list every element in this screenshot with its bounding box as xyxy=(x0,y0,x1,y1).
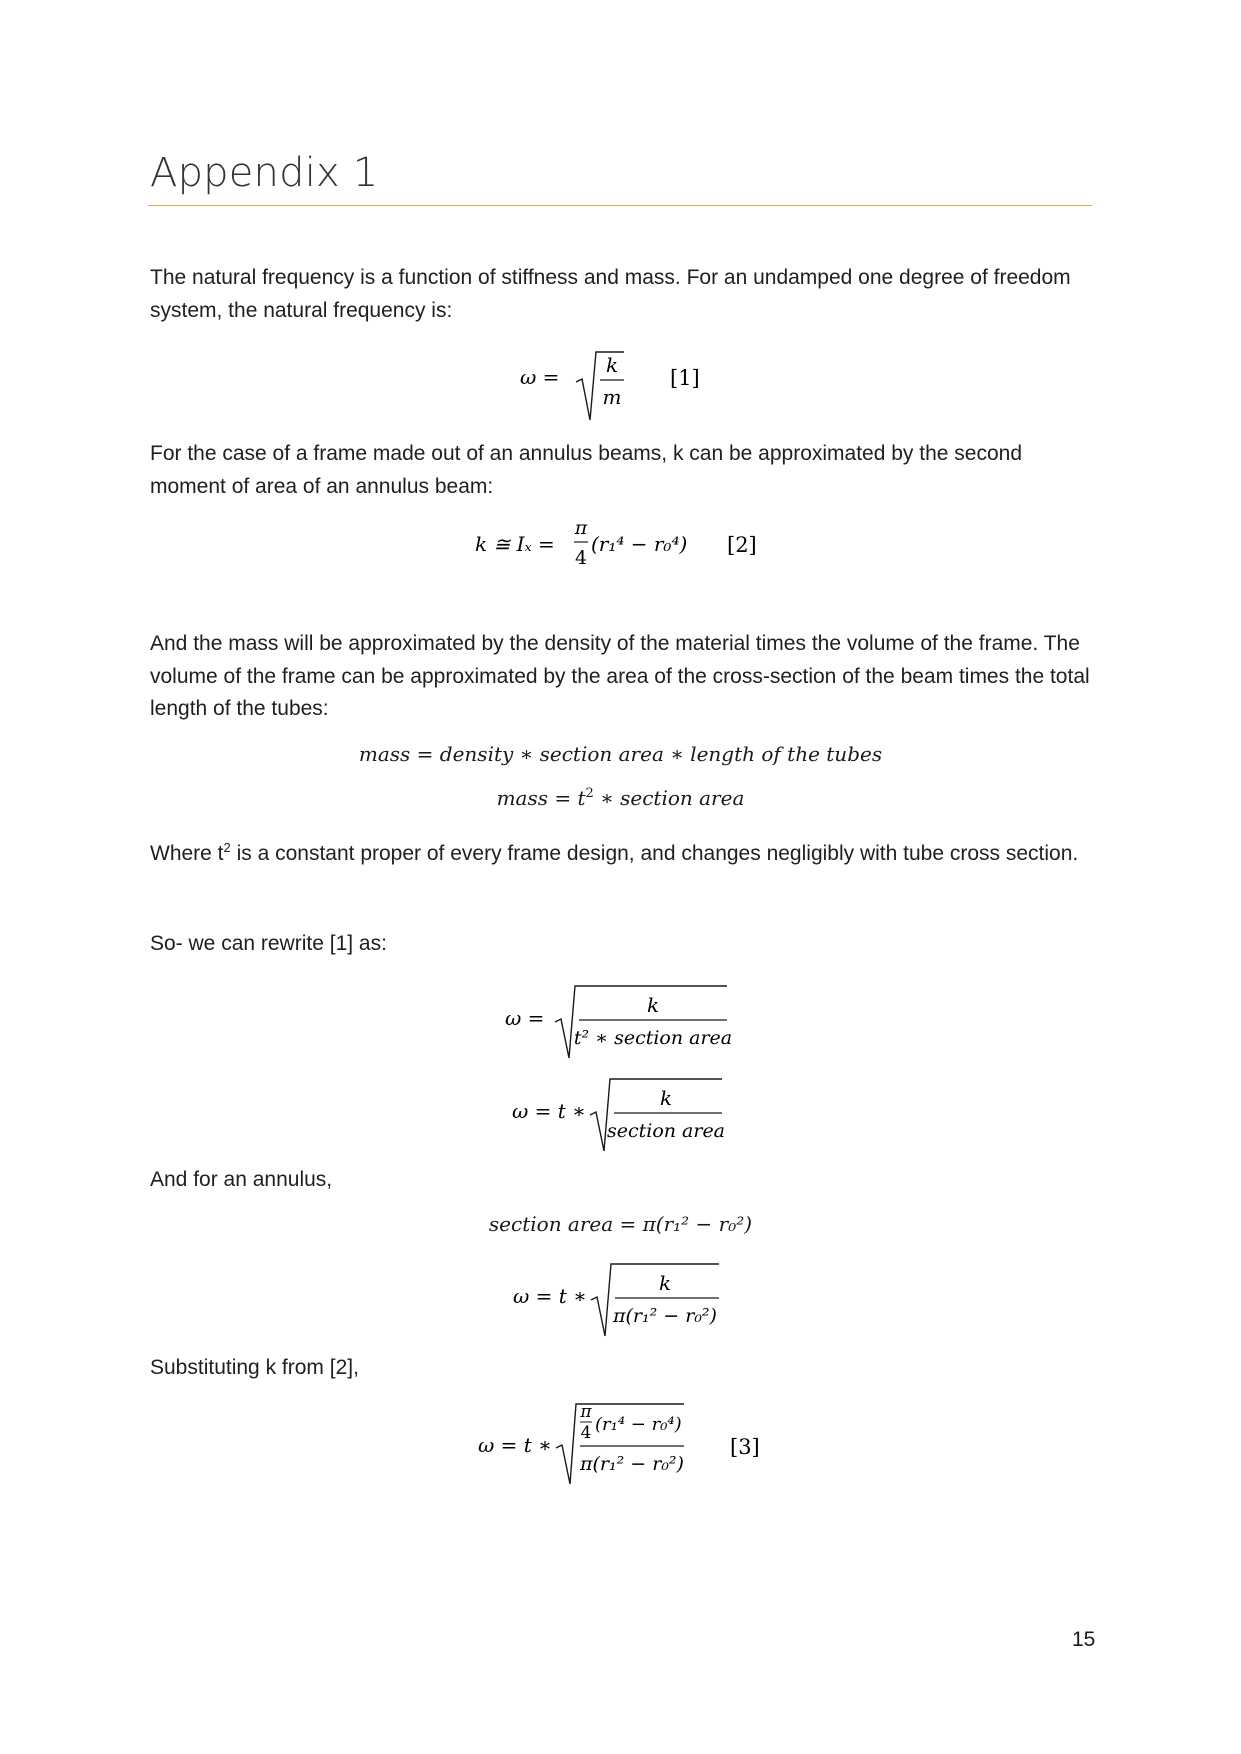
page-title: Appendix 1 xyxy=(150,150,379,196)
page-number: 15 xyxy=(1072,1628,1096,1651)
omega4-num-pi: π xyxy=(580,1402,592,1422)
omega2-denominator: section area xyxy=(606,1120,726,1142)
omega3-denominator: π(r₁² − r₀²) xyxy=(613,1305,717,1327)
omega4-num-tail: (r₁⁴ − r₀⁴) xyxy=(595,1414,682,1435)
equation-omega-1 xyxy=(505,980,765,1060)
paragraph-rewrite: So- we can rewrite [1] as: xyxy=(150,932,387,955)
eq1-denominator: m xyxy=(602,385,622,409)
equation-omega-3 xyxy=(513,1258,773,1338)
eq2-frac-den: 4 xyxy=(574,547,588,569)
equation-2 xyxy=(475,510,775,580)
omega2-lhs: ω = t ∗ xyxy=(512,1099,586,1123)
equation-mass-2: mass = $t^2$ ∗ section area xyxy=(496,786,745,810)
eq2-tail: (r₁⁴ − r₀⁴) xyxy=(591,532,688,556)
omega4-num-4: 4 xyxy=(580,1423,592,1443)
eq2-lhs: k ≅ Iₓ = xyxy=(475,532,555,556)
eq3-label: [3] xyxy=(730,1435,760,1459)
omega1-numerator: k xyxy=(646,993,660,1017)
omega1-lhs: ω = xyxy=(505,1006,545,1030)
paragraph-natural-frequency: The natural frequency is a function of stiffness and mass. For an undamped one degree of freedom system, the natural frequency is: xyxy=(150,266,1071,322)
eq1-lhs: ω = xyxy=(520,365,560,389)
omega1-denominator: t² ∗ section area xyxy=(573,1027,733,1049)
equation-section-area: section area = π(r₁² − r₀²) xyxy=(488,1212,753,1236)
title-underline xyxy=(148,205,1092,206)
paragraph-substituting: Substituting k from [2], xyxy=(150,1356,359,1379)
omega4-lhs: ω = t ∗ xyxy=(478,1433,552,1457)
paragraph-k-approx: For the case of a frame made out of an annulus beams, k can be approximated by the second moment of area of an annulus beam: xyxy=(150,442,1023,498)
omega3-lhs: ω = t ∗ xyxy=(513,1284,587,1308)
eq1-numerator: k xyxy=(605,353,619,377)
omega4-denominator: π(r₁² − r₀²) xyxy=(580,1453,684,1475)
eq2-label: [2] xyxy=(727,533,757,557)
equation-1 xyxy=(520,342,740,422)
eq1-label: [1] xyxy=(670,366,700,390)
omega2-numerator: k xyxy=(659,1086,673,1110)
paragraph-annulus: And for an annulus, xyxy=(150,1168,333,1191)
eq2-frac-num: π xyxy=(574,517,588,539)
equation-mass-1: mass = density ∗ section area ∗ length of the tubes xyxy=(358,742,883,766)
paragraph-mass: And the mass will be approximated by the density of the material times the volume of the frame. The volume of the frame can be approximated by the area of the cross-section of the beam times the total length of the tubes: xyxy=(150,632,1090,720)
equation-omega-2 xyxy=(512,1073,772,1153)
paragraph-t-squared: Where $t^2$ is a constant proper of every frame design, and changes negligibly with tube cross section. xyxy=(150,840,1079,865)
equation-3 xyxy=(478,1398,798,1488)
omega3-numerator: k xyxy=(658,1271,672,1295)
